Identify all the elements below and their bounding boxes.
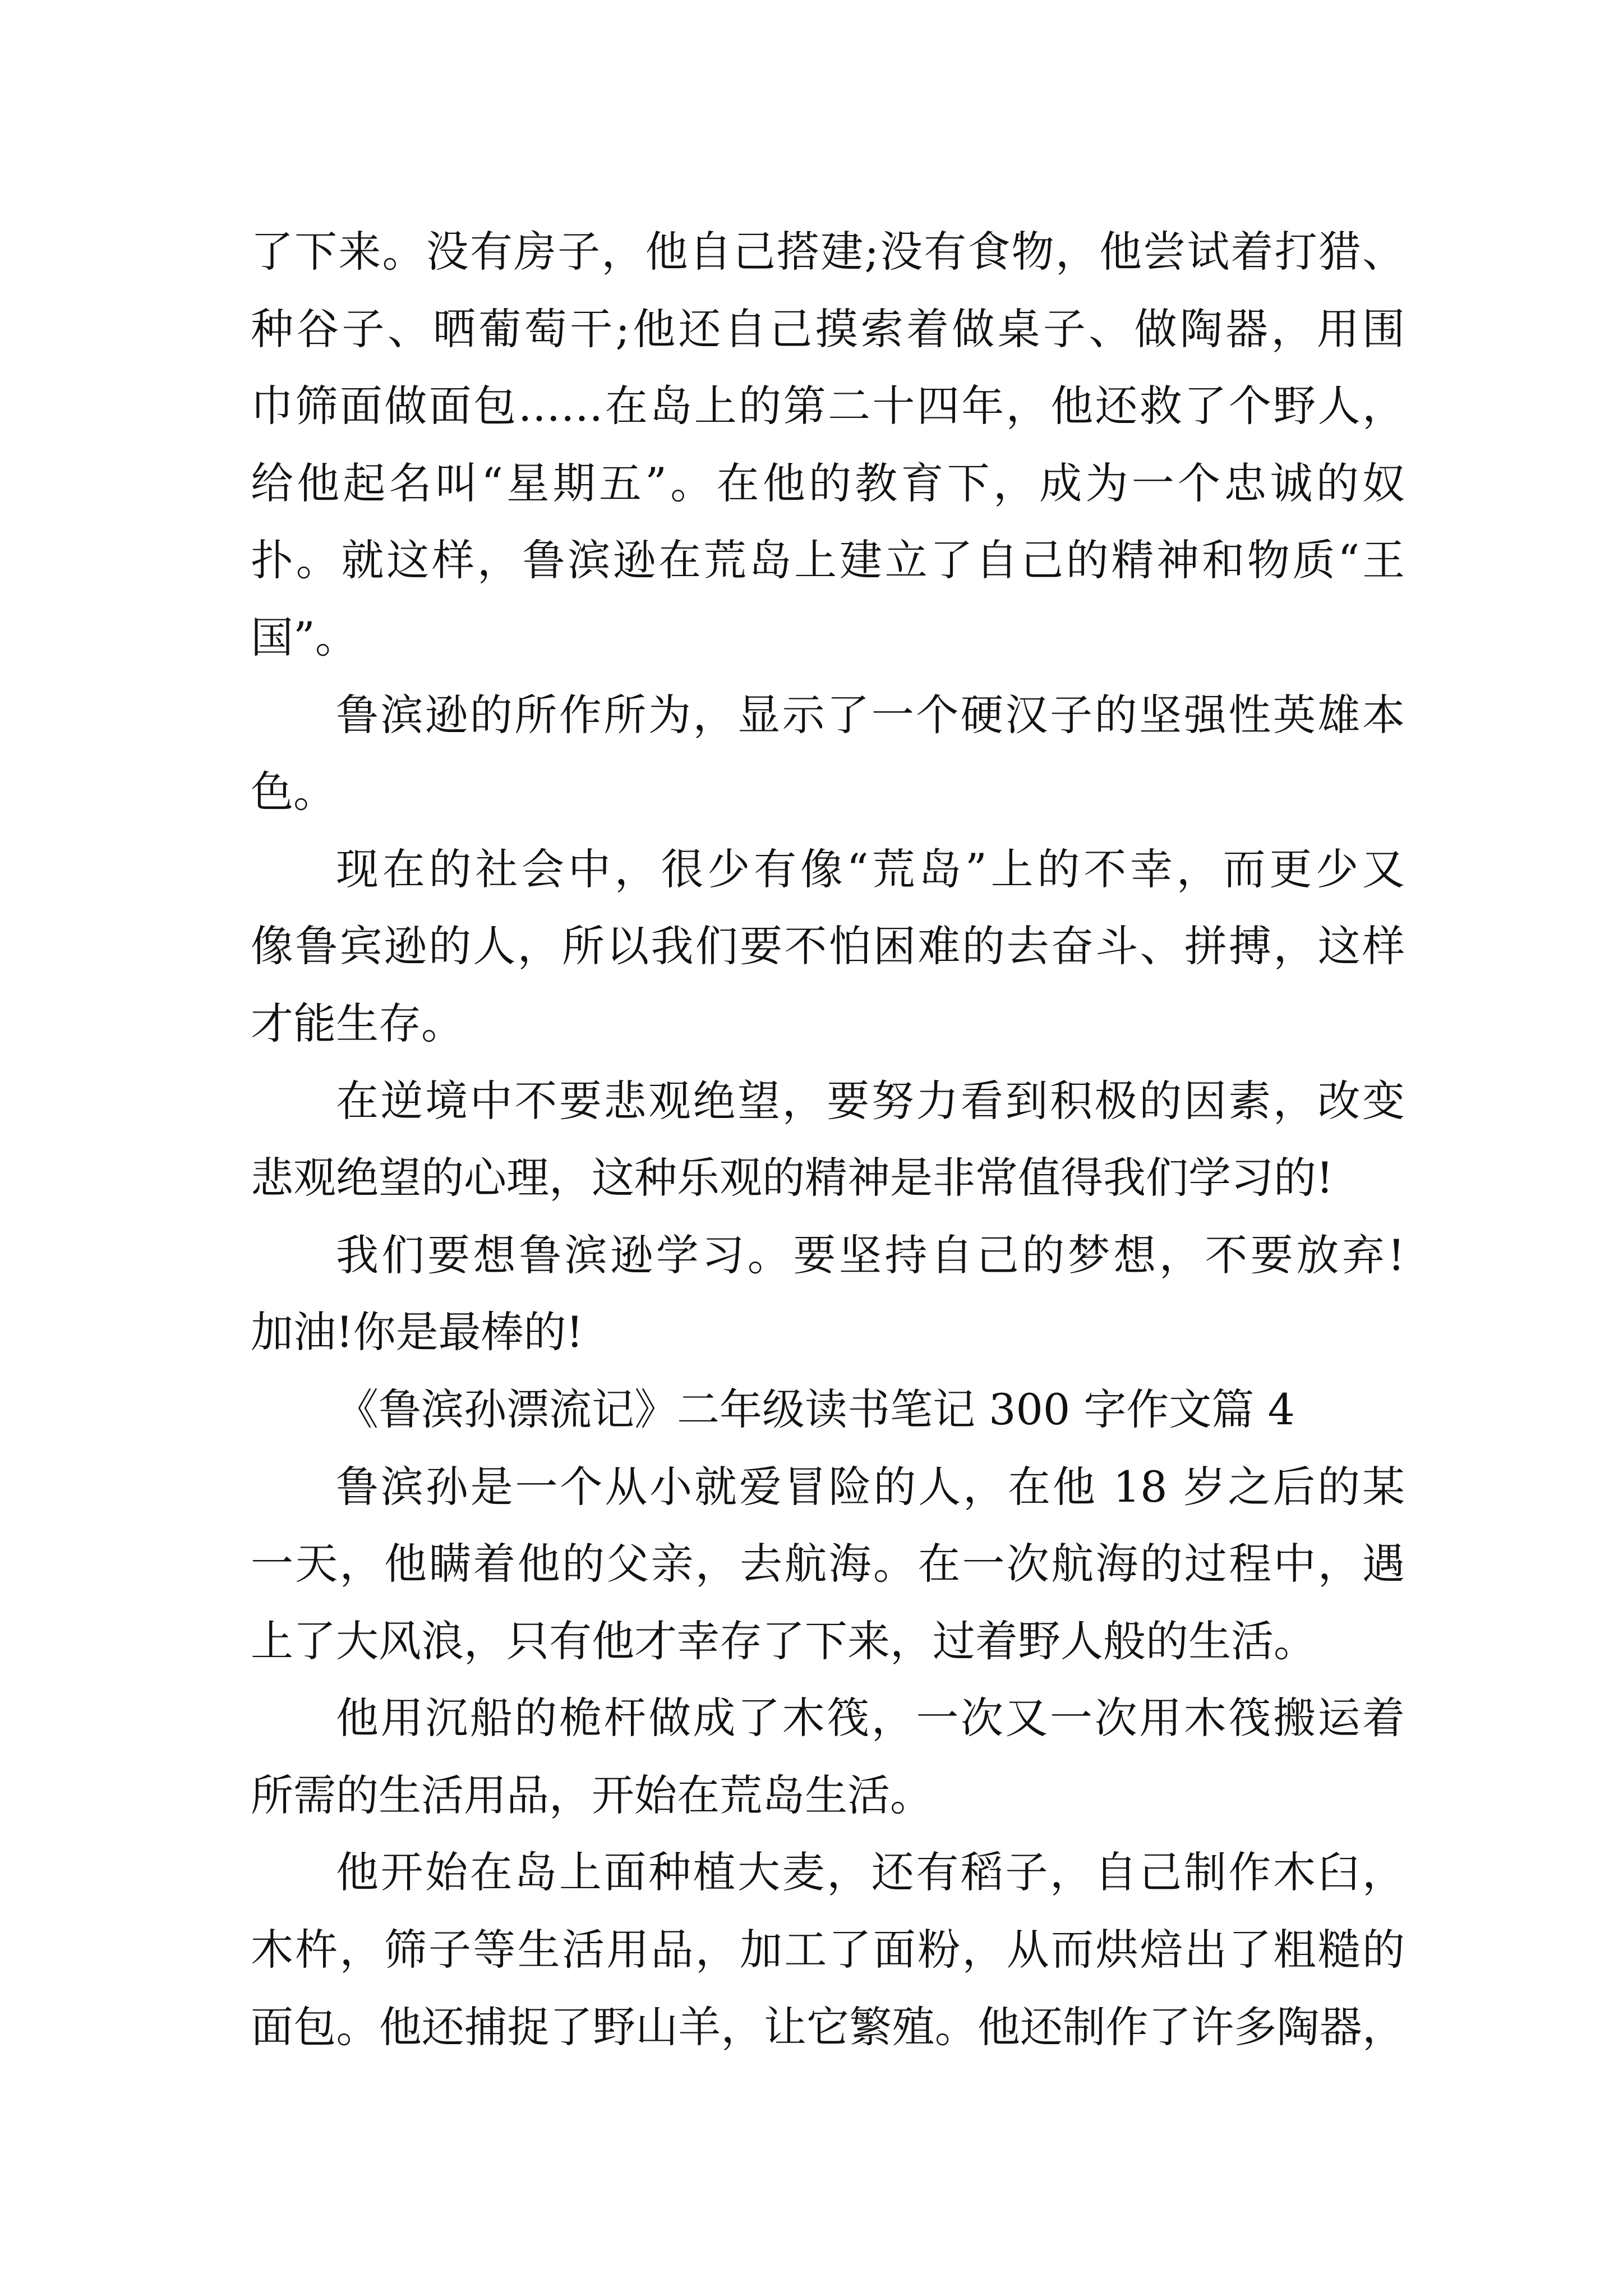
text-line: 上了大风浪，只有他才幸存了下来，过着野人般的生活。 [251,1616,1316,1666]
text-line: 给他起名叫“星期五”。在他的教育下，成为一个忠诚的奴 [251,458,1405,508]
paragraph [251,213,1405,677]
paragraph [251,1834,1405,2065]
text-line: 面包。他还捕捉了野山羊，让它繁殖。他还制作了许多陶器， [251,2001,1405,2052]
text-line: 鲁滨孙是一个从小就爱冒险的人，在他 18 岁之后的某 [336,1461,1405,1512]
text-line: 国”。 [251,612,358,662]
paragraph [251,1062,1405,1217]
text-line: 他开始在岛上面种植大麦，还有稻子，自己制作木臼， [336,1847,1405,1898]
text-line: 我们要想鲁滨逊学习。要坚持自己的梦想，不要放弃! [336,1230,1405,1280]
text-line: 像鲁宾逊的人，所以我们要不怕困难的去奋斗、拼搏，这样 [251,921,1405,972]
text-line: 所需的生活用品，开始在荒岛生活。 [251,1770,933,1820]
paragraph [251,831,1405,1062]
text-line: 木杵，筛子等生活用品，加工了面粉，从而烘焙出了粗糙的 [251,1925,1405,1975]
text-line: 才能生存。 [251,998,464,1048]
section-heading [251,1371,1405,1448]
paragraph [251,1448,1405,1680]
text-line: 鲁滨逊的所作所为，显示了一个硬汉子的坚强性英雄本 [336,689,1405,740]
text-line: 悲观绝望的心理，这种乐观的精神是非常值得我们学习的! [251,1153,1334,1203]
document-page [251,213,1405,2065]
text-line: 扑。就这样，鲁滨逊在荒岛上建立了自己的精神和物质“王 [251,535,1405,586]
text-line: 巾筛面做面包……在岛上的第二十四年，他还救了个野人， [251,381,1405,431]
text-line: 种谷子、晒葡萄干;他还自己摸索着做桌子、做陶器，用围 [251,303,1405,354]
section-heading-text: 《鲁滨孙漂流记》二年级读书笔记 300 字作文篇 4 [336,1384,1295,1434]
text-line: 了下来。没有房子，他自己搭建;没有食物，他尝试着打猎、 [251,227,1405,277]
text-line: 色。 [251,767,336,817]
paragraph [251,1680,1405,1834]
text-line: 一天，他瞒着他的父亲，去航海。在一次航海的过程中，遇 [251,1539,1405,1589]
paragraph [251,1217,1405,1371]
text-line: 在逆境中不要悲观绝望，要努力看到积极的因素，改变 [336,1075,1405,1126]
text-line: 加油!你是最棒的! [251,1307,584,1358]
paragraph [251,677,1405,831]
text-line: 他用沉船的桅杆做成了木筏，一次又一次用木筏搬运着 [336,1693,1405,1743]
text-line: 现在的社会中，很少有像“荒岛”上的不幸，而更少又 [336,844,1405,894]
